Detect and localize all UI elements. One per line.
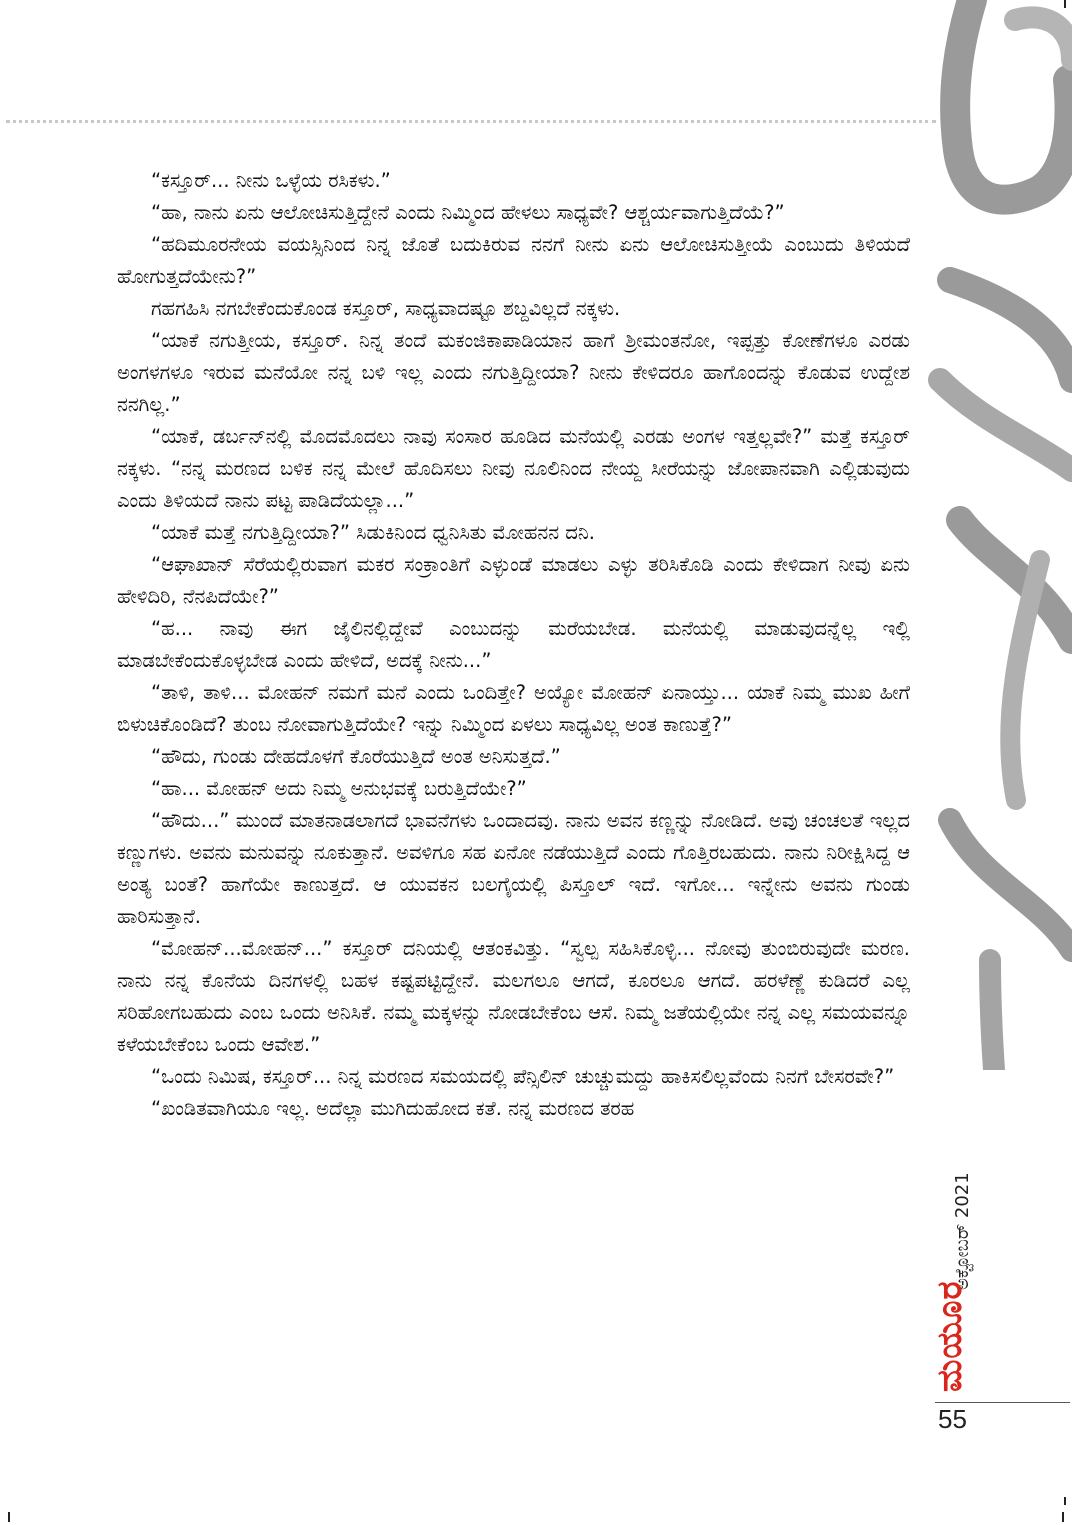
paragraph: “ಯಾಕೆ ಮತ್ತೆ ನಗುತ್ತಿದ್ದೀಯಾ?” ಸಿಡುಕಿನಿಂದ ಧ್ವನಿಸಿತು ಮೋಹನನ ದನಿ. [151, 521, 595, 544]
crop-mark [1064, 0, 1066, 8]
page-number: 55 [938, 1404, 967, 1434]
paragraph: “ಆಘಾಖಾನ್ ಸೆರೆಯಲ್ಲಿರುವಾಗ ಮಕರ ಸಂಕ್ರಾಂತಿಗೆ ಎಳ್ಳುಂಡೆ ಮಾಡಲು ಎಳ್ಳು ತರಿಸಿಕೊಡಿ ಎಂದು ಕೇಳಿದಾಗ ನೀವು ಏನು ಹೇಳಿದಿರಿ, ನೆನಪಿದೆಯೇ?” [117, 553, 910, 608]
crop-mark [8, 1512, 10, 1522]
footer-rule [935, 1402, 1070, 1403]
paragraph: “ತಾಳಿ, ತಾಳಿ... ಮೋಹನ್ ನಮಗೆ ಮನೆ ಎಂದು ಒಂದಿತ್ತೇ? ಅಯ್ಯೋ ಮೋಹನ್ ಏನಾಯ್ತು... ಯಾಕೆ ನಿಮ್ಮ ಮುಖ ಹೀಗೆ ಬಿಳುಚಿಕೊಂಡಿದೆ? ತುಂಬ ನೋವಾಗುತ್ತಿದೆಯೇ? ಇನ್ನು ನಿಮ್ಮಿಂದ ಏಳಲು ಸಾಧ್ಯವಿಲ್ಲ ಅಂತ ಕಾಣುತ್ತೆ?” [117, 681, 910, 736]
paragraph: “ಖಂಡಿತವಾಗಿಯೂ ಇಲ್ಲ. ಅದೆಲ್ಲಾ ಮುಗಿದುಹೋದ ಕತೆ. ನನ್ನ ಮರಣದ ತರಹ [151, 1097, 635, 1120]
paragraph: ಗಹಗಹಿಸಿ ನಗಬೇಕೆಂದುಕೊಂಡ ಕಸ್ತೂರ್, ಸಾಧ್ಯವಾದಷ್ಟೂ ಶಬ್ದವಿಲ್ಲದೆ ನಕ್ಕಳು. [151, 297, 621, 320]
paragraph: “ಒಂದು ನಿಮಿಷ, ಕಸ್ತೂರ್... ನಿನ್ನ ಮರಣದ ಸಮಯದಲ್ಲಿ ಪೆನ್ಸಿಲಿನ್ ಚುಚ್ಚುಮದ್ದು ಹಾಕಿಸಲಿಲ್ಲವೆಂದು ನಿನಗೆ ಬೇಸರವೇ?” [151, 1065, 895, 1088]
dotted-divider [6, 120, 936, 123]
paragraph: “ಕಸ್ತೂರ್... ನೀನು ಒಳ್ಳೆಯ ರಸಿಕಳು.” [151, 169, 391, 192]
decorative-brush-strokes [920, 0, 1072, 1070]
paragraph: “ಹದಿಮೂರನೇಯ ವಯಸ್ಸಿನಿಂದ ನಿನ್ನ ಜೊತೆ ಬದುಕಿರುವ ನನಗೆ ನೀನು ಏನು ಆಲೋಚಿಸುತ್ತೀಯೆ ಎಂಬುದು ತಿಳಿಯದೆ ಹೋಗುತ್ತದೆಯೇನು?” [117, 233, 910, 288]
paragraph: “ಹೌದು...” ಮುಂದೆ ಮಾತನಾಡಲಾಗದೆ ಭಾವನೆಗಳು ಒಂದಾದವು. ನಾನು ಅವನ ಕಣ್ಣನ್ನು ನೋಡಿದೆ. ಅವು ಚಂಚಲತೆ ಇಲ್ಲದ ಕಣ್ಣುಗಳು. ಅವನು ಮನುವನ್ನು ನೂಕುತ್ತಾನೆ. ಅವಳಿಗೂ ಸಹ ಏನೋ ನಡೆಯುತ್ತಿದೆ ಎಂದು ಗೊತ್ತಿರಬಹುದು. ನಾನು ನಿರೀಕ್ಷಿಸಿದ್ದ ಆ ಅಂತ್ಯ ಬಂತೆ? ಹಾಗೆಯೇ ಕಾಣುತ್ತದೆ. ಆ ಯುವಕನ ಬಲಗೈಯಲ್ಲಿ ಪಿಸ್ತೂಲ್ ಇದೆ. ಇಗೋ... ಇನ್ನೇನು ಅವನು ಗುಂಡು ಹಾರಿಸುತ್ತಾನೆ. [117, 809, 910, 928]
paragraph: “ಹಾ... ಮೋಹನ್ ಅದು ನಿಮ್ಮ ಅನುಭವಕ್ಕೆ ಬರುತ್ತಿದೆಯೇ?” [151, 777, 527, 800]
magazine-logo: ಮಯೂರ [930, 1280, 970, 1392]
paragraph: “ಹಾ, ನಾನು ಏನು ಆಲೋಚಿಸುತ್ತಿದ್ದೇನೆ ಎಂದು ನಿಮ್ಮಿಂದ ಹೇಳಲು ಸಾಧ್ಯವೇ? ಆಶ್ಚರ್ಯವಾಗುತ್ತಿದೆಯೆ?” [151, 201, 785, 224]
crop-mark [1064, 1497, 1066, 1505]
crop-mark [1062, 1512, 1064, 1522]
issue-date: ಅಕ್ಟೋಬರ್ 2021 [952, 1172, 973, 1290]
article-body [117, 165, 910, 1125]
paragraph: “ಹೌದು, ಗುಂಡು ದೇಹದೊಳಗೆ ಕೊರೆಯುತ್ತಿದೆ ಅಂತ ಅನಿಸುತ್ತದೆ.” [151, 745, 561, 768]
paragraph: “ಯಾಕೆ, ಡರ್ಬನ್‌ನಲ್ಲಿ ಮೊದಮೊದಲು ನಾವು ಸಂಸಾರ ಹೂಡಿದ ಮನೆಯಲ್ಲಿ ಎರಡು ಅಂಗಳ ಇತ್ತಲ್ಲವೇ?” ಮತ್ತೆ ಕಸ್ತೂರ್ ನಕ್ಕಳು. “ನನ್ನ ಮರಣದ ಬಳಿಕ ನನ್ನ ಮೇಲೆ ಹೊದಿಸಲು ನೀವು ನೂಲಿನಿಂದ ನೇಯ್ದ ಸೀರೆಯನ್ನು ಜೋಪಾನವಾಗಿ ಎಲ್ಲಿಡುವುದು ಎಂದು ತಿಳಿಯದೆ ನಾನು ಪಟ್ಟ ಪಾಡಿದೆಯಲ್ಲಾ...” [117, 425, 910, 512]
paragraph: “ಮೋಹನ್...ಮೋಹನ್...” ಕಸ್ತೂರ್ ದನಿಯಲ್ಲಿ ಆತಂಕವಿತ್ತು. “ಸ್ವಲ್ಪ ಸಹಿಸಿಕೊಳ್ಳಿ... ನೋವು ತುಂಬಿರುವುದೇ ಮರಣ. ನಾನು ನನ್ನ ಕೊನೆಯ ದಿನಗಳಲ್ಲಿ ಬಹಳ ಕಷ್ಟಪಟ್ಟಿದ್ದೇನೆ. ಮಲಗಲೂ ಆಗದೆ, ಕೂರಲೂ ಆಗದೆ. ಹರಳೆಣ್ಣೆ ಕುಡಿದರೆ ಎಲ್ಲ ಸರಿಹೋಗಬಹುದು ಎಂಬ ಒಂದು ಅನಿಸಿಕೆ. ನಮ್ಮ ಮಕ್ಕಳನ್ನು ನೋಡಬೇಕೆಂಬ ಆಸೆ. ನಿಮ್ಮ ಜತೆಯಲ್ಲಿಯೇ ನನ್ನ ಎಲ್ಲ ಸಮಯವನ್ನೂ ಕಳೆಯಬೇಕೆಂಬ ಒಂದು ಆವೇಶ.” [117, 937, 910, 1056]
paragraph: “ಹ... ನಾವು ಈಗ ಜೈಲಿನಲ್ಲಿದ್ದೇವೆ ಎಂಬುದನ್ನು ಮರೆಯಬೇಡ. ಮನೆಯಲ್ಲಿ ಮಾಡುವುದನ್ನೆಲ್ಲ ಇಲ್ಲಿ ಮಾಡಬೇಕೆಂದುಕೊಳ್ಳಬೇಡ ಎಂದು ಹೇಳಿದೆ, ಅದಕ್ಕೆ ನೀನು...” [117, 617, 910, 672]
paragraph: “ಯಾಕೆ ನಗುತ್ತೀಯ, ಕಸ್ತೂರ್. ನಿನ್ನ ತಂದೆ ಮಕಂಜಿಕಾಪಾಡಿಯಾನ ಹಾಗೆ ಶ್ರೀಮಂತನೋ, ಇಪ್ಪತ್ತು ಕೋಣೆಗಳೂ ಎರಡು ಅಂಗಳಗಳೂ ಇರುವ ಮನೆಯೋ ನನ್ನ ಬಳಿ ಇಲ್ಲ ಎಂದು ನಗುತ್ತಿದ್ದೀಯಾ? ನೀನು ಕೇಳಿದರೂ ಹಾಗೊಂದನ್ನು ಕೊಡುವ ಉದ್ದೇಶ ನನಗಿಲ್ಲ.” [117, 329, 910, 416]
